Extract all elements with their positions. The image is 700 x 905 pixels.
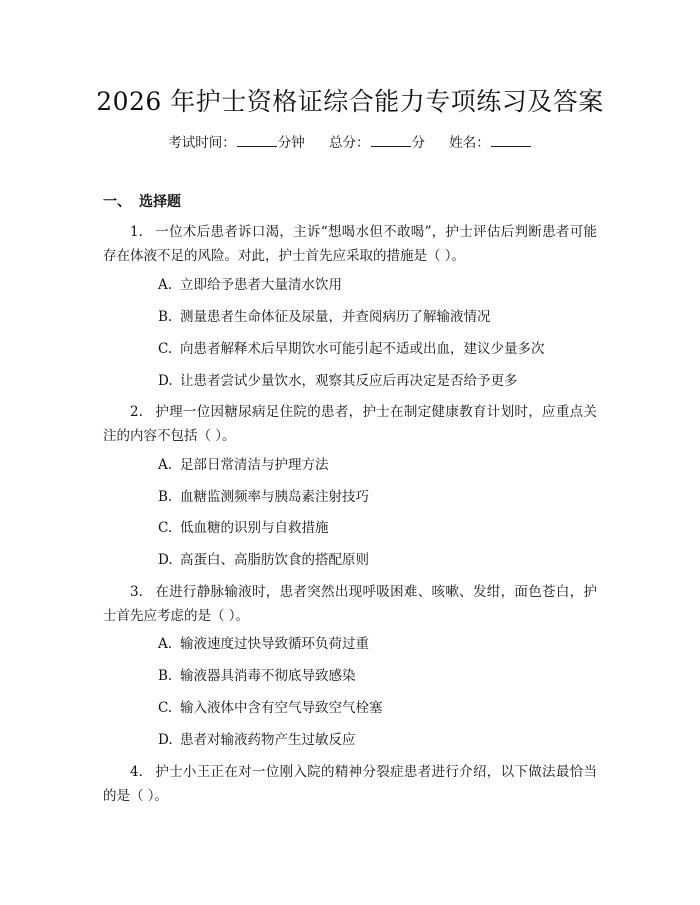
question-2: [103, 400, 597, 448]
exam-score: [329, 131, 425, 151]
question-1-option-a: [158, 275, 342, 295]
name-label: 姓名：: [449, 135, 490, 151]
name-blank: [491, 134, 531, 147]
option-text: 让患者尝试少量饮水，观察其反应后再决定是否给予更多: [180, 373, 518, 389]
question-3-option-b: [158, 666, 356, 686]
option-text: 血糖监测频率与胰岛素注射技巧: [180, 489, 369, 505]
question-text: 护士小王正在对一位刚入院的精神分裂症患者进行介绍，以下做法最恰当的是（ ）。: [103, 764, 597, 804]
section-title: 选择题: [139, 194, 181, 210]
question-1-option-c: [158, 339, 545, 359]
option-letter: D.: [158, 552, 173, 568]
section-number: 一、: [103, 194, 131, 210]
option-letter: A.: [158, 277, 173, 293]
option-text: 足部日常清洁与护理方法: [180, 457, 329, 473]
time-label: 考试时间：: [168, 135, 236, 151]
score-label: 总分：: [329, 135, 370, 151]
score-blank: [371, 134, 411, 147]
question-number: 3.: [130, 584, 143, 600]
option-letter: D.: [158, 732, 173, 748]
exam-name: [449, 131, 532, 151]
question-3-option-d: [158, 730, 356, 750]
exam-time: [168, 131, 305, 151]
question-number: 4.: [130, 764, 143, 780]
question-2-option-b: [158, 487, 369, 507]
section-heading: [103, 191, 181, 211]
option-letter: B.: [158, 309, 173, 325]
option-text: 输液器具消毒不彻底导致感染: [180, 668, 356, 684]
option-text: 输液速度过快导致循环负荷过重: [180, 636, 369, 652]
question-text: 在进行静脉输液时，患者突然出现呼吸困难、咳嗽、发绀，面色苍白，护士首先应考虑的是（ ）。: [103, 584, 597, 624]
time-unit: 分钟: [277, 135, 305, 151]
question-3: [103, 580, 597, 628]
option-letter: B.: [158, 668, 173, 684]
question-1: [103, 220, 597, 268]
question-text: 一位术后患者诉口渴，主诉“想喝水但不敢喝”，护士评估后判断患者可能存在体液不足的风险。对此，护士首先应采取的措施是（ ）。: [103, 224, 597, 264]
page-title: 2026 年护士资格证综合能力专项练习及答案: [96, 87, 604, 116]
option-text: 向患者解释术后早期饮水可能引起不适或出血，建议少量多次: [180, 341, 545, 357]
option-letter: C.: [158, 520, 173, 536]
exam-meta: [0, 131, 700, 151]
option-text: 低血糖的识别与自救措施: [180, 520, 329, 536]
option-letter: C.: [158, 700, 173, 716]
option-text: 高蛋白、高脂肪饮食的搭配原则: [180, 552, 369, 568]
question-2-option-c: [158, 518, 329, 538]
option-letter: A.: [158, 457, 173, 473]
option-text: 输入液体中含有空气导致空气栓塞: [180, 700, 383, 716]
question-number: 2.: [130, 404, 143, 420]
question-3-option-a: [158, 634, 369, 654]
option-text: 测量患者生命体征及尿量，并查阅病历了解输液情况: [180, 309, 491, 325]
question-2-option-d: [158, 550, 369, 570]
question-number: 1.: [130, 224, 143, 240]
question-text: 护理一位因糖尿病足住院的患者，护士在制定健康教育计划时，应重点关注的内容不包括（ ）。: [103, 404, 597, 444]
score-unit: 分: [411, 135, 425, 151]
option-letter: C.: [158, 341, 173, 357]
option-text: 患者对输液药物产生过敏反应: [180, 732, 356, 748]
question-3-option-c: [158, 698, 383, 718]
option-letter: D.: [158, 373, 173, 389]
time-blank: [237, 134, 277, 147]
question-2-option-a: [158, 455, 329, 475]
question-1-option-d: [158, 371, 518, 391]
option-letter: B.: [158, 489, 173, 505]
question-1-option-b: [158, 307, 491, 327]
question-4: [103, 760, 597, 808]
option-letter: A.: [158, 636, 173, 652]
option-text: 立即给予患者大量清水饮用: [180, 277, 342, 293]
